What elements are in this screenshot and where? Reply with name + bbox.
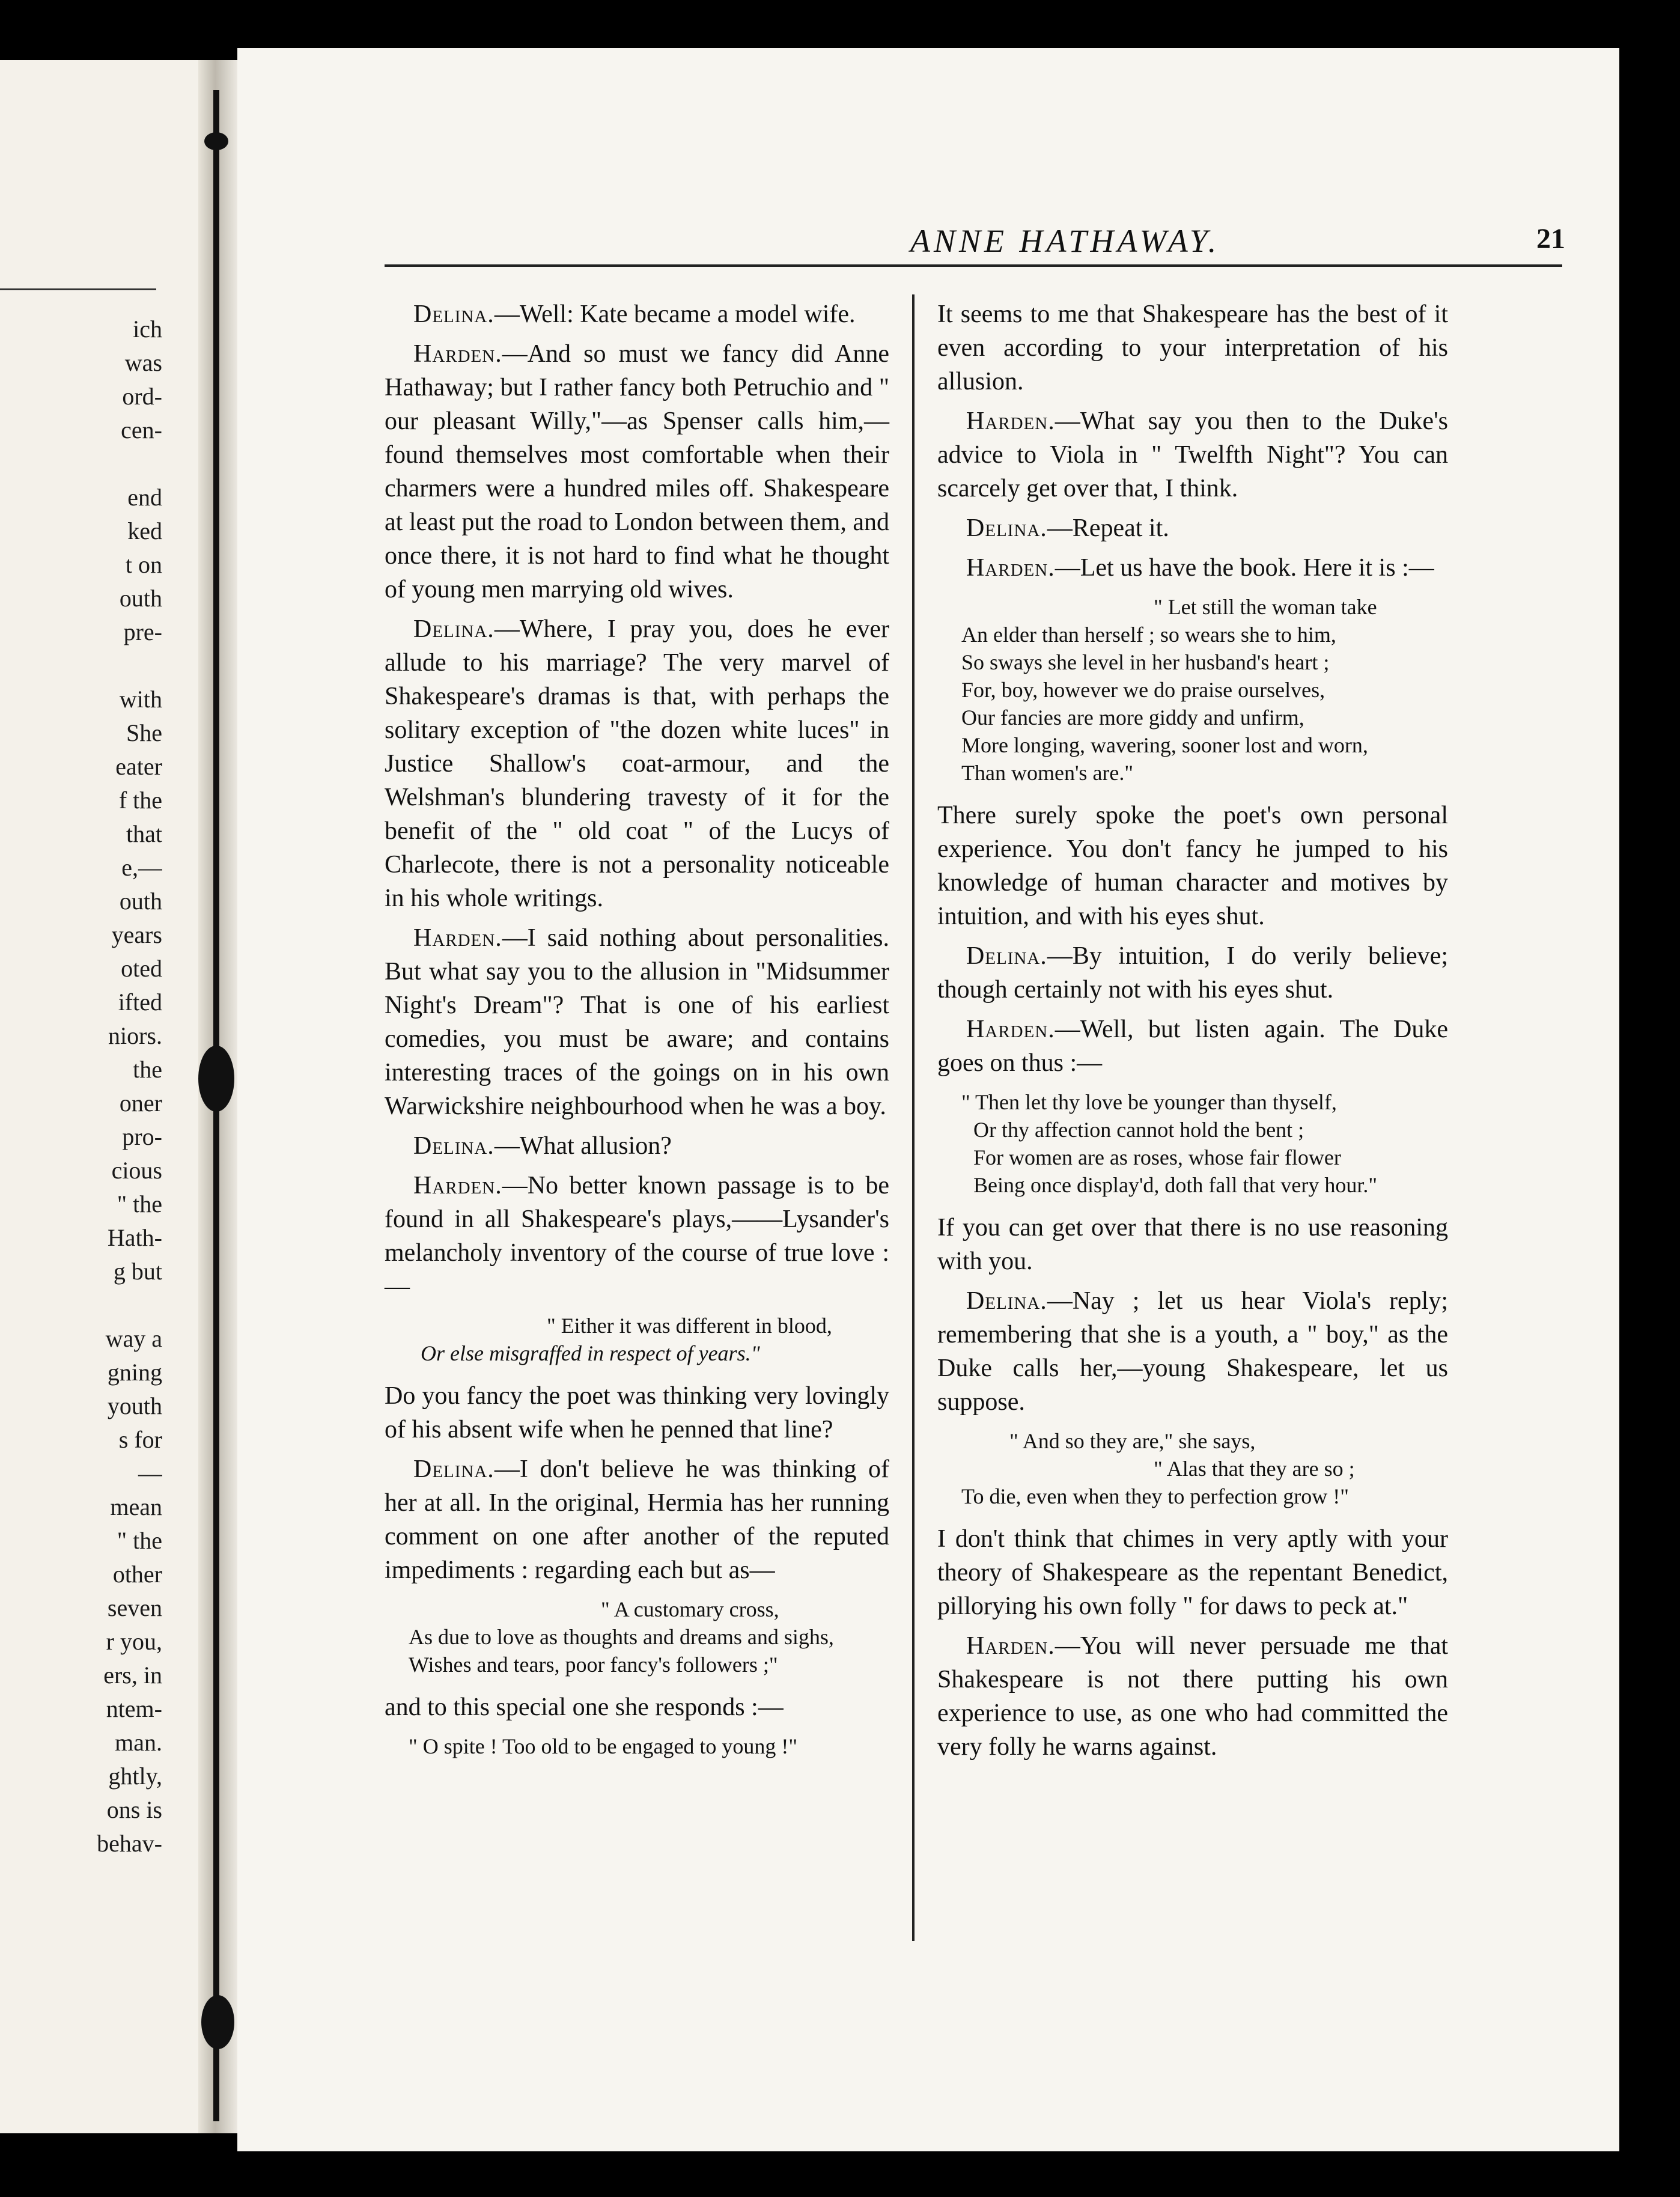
book-page [237, 48, 1619, 2151]
facing-page-fragment: " the [117, 1527, 162, 1554]
speaker-name: Delina. [413, 1132, 495, 1160]
running-title: ANNE HATHAWAY. [910, 223, 1220, 259]
facing-page-fragment: r you, [106, 1628, 162, 1655]
facing-page-fragment: t on [125, 551, 162, 578]
paragraph-text: —And so must we fancy did Anne Hathaway; but I rather fancy both Petruchio and " our pleasant Willy,"—as Spenser calls him,—found themselves most comfortable when their charmers were a hundred miles off. Shakespeare at least put the road to London between them, and once there, it is not hard to find what he thought of young men marrying old wives. [385, 340, 889, 603]
facing-page-fragment: ers, in [103, 1662, 162, 1689]
paragraph-text: —Let us have the book. Here it is :— [1055, 554, 1434, 582]
speaker-name: Delina. [966, 942, 1047, 970]
paragraph-text: —By intuition, I do verily believe; though certainly not with his eyes shut. [937, 942, 1448, 1004]
facing-page-fragment: oted [121, 955, 162, 982]
facing-page-rule [0, 288, 156, 290]
paragraph [385, 297, 889, 331]
paragraph-text: —What allusion? [494, 1132, 672, 1160]
verse-line: Our fancies are more giddy and unfirm, [961, 705, 1304, 730]
facing-page-fragment: man. [115, 1729, 162, 1756]
speaker-name: Delina. [413, 300, 495, 328]
facing-page-fragment: that [126, 820, 162, 847]
speaker-name: Delina. [413, 615, 495, 643]
facing-page-fragment: — [138, 1460, 162, 1487]
facing-page-fragment: mean [110, 1493, 162, 1520]
facing-page-fragment: cen- [121, 416, 162, 443]
paragraph [937, 1522, 1448, 1623]
paragraph [937, 1284, 1448, 1419]
paragraph [937, 1629, 1448, 1764]
facing-page-fragment: pro- [122, 1123, 162, 1150]
verse-quotation [937, 1427, 1448, 1510]
facing-page-fragment: f the [118, 787, 162, 814]
facing-page-fragment: ord- [122, 383, 162, 410]
paragraph [385, 1379, 889, 1446]
speaker-name: Harden. [413, 340, 502, 368]
speaker-name: Harden. [966, 1632, 1055, 1660]
verse-line: Or else misgraffed in respect of years." [421, 1341, 760, 1365]
paragraph-text: —No better known passage is to be found in all Shakespeare's plays,——Lysander's melancholy inventory of the course of true love :— [385, 1172, 889, 1300]
page-number: 21 [1536, 223, 1565, 255]
verse-line: For women are as roses, whose fair flower [973, 1145, 1341, 1169]
verse-line: " A customary cross, [601, 1597, 779, 1621]
paragraph [385, 612, 889, 915]
paragraph [385, 1129, 889, 1163]
facing-page-fragment: ked [127, 517, 162, 544]
verse-line: To die, even when they to perfection grow !" [961, 1484, 1349, 1508]
verse-line: " O spite ! Too old to be engaged to young !" [409, 1734, 798, 1758]
facing-page-fragment: s for [118, 1426, 162, 1453]
verse-line: So sways she level in her husband's heart ; [961, 650, 1330, 674]
binding-blot [204, 132, 228, 150]
facing-page-fragment: years [111, 921, 162, 948]
paragraph-text: —You will never persuade me that Shakespeare is not there putting his own experience to use, as one who had committed the very folly he warns against. [937, 1632, 1448, 1761]
facing-page-fragment: outh [119, 585, 162, 612]
facing-page-fragment: other [112, 1561, 162, 1588]
facing-page-fragment: was [124, 349, 162, 376]
verse-line: Wishes and tears, poor fancy's followers ;" [409, 1653, 778, 1677]
paragraph-text: —I said nothing about personalities. But what say you to the allusion in "Midsummer Night's Dream"? That is one of his earliest comedies, you must be aware; and contains interesting traces of the goings on in his own Warwickshire neighbourhood when he was a boy. [385, 924, 889, 1120]
paragraph-text: There surely spoke the poet's own personal experience. You don't fancy he jumped to his knowledge of human character and motives by intuition, and with his eyes shut. [937, 802, 1448, 930]
column-divider [912, 294, 915, 1941]
facing-page-fragment: with [119, 686, 162, 713]
facing-page-fragment: " the [117, 1190, 162, 1217]
verse-quotation [937, 1088, 1448, 1199]
verse-line: An elder than herself ; so wears she to him, [961, 623, 1336, 647]
verse-line: For, boy, however we do praise ourselves, [961, 678, 1325, 702]
paragraph-text: and to this special one she responds :— [385, 1693, 784, 1721]
paragraph-text: —Repeat it. [1047, 514, 1169, 542]
verse-quotation [937, 593, 1448, 787]
paragraph-text: It seems to me that Shakespeare has the best of it even according to your interpretation of his allusion. [937, 300, 1448, 395]
paragraph [385, 1690, 889, 1724]
paragraph [385, 1452, 889, 1587]
verse-line: Being once display'd, doth fall that very hour." [973, 1173, 1378, 1197]
right-column [937, 297, 1448, 1770]
paragraph-text: —Where, I pray you, does he ever allude to his marriage? The very marvel of Shakespeare's dramas is that, with perhaps the solitary exception of "the dozen white luces" in Justice Shallow's coat-armour, and the Welshman's blundering travesty of it for the benefit of the " old coat " of the Lucys of Charlecote, there is not a personality noticeable in his whole writings. [385, 615, 889, 912]
facing-page-fragment: cious [111, 1157, 162, 1184]
paragraph-text: —Nay ; let us hear Viola's reply; remembering that she is a youth, a " boy," as the Duke calls her,—young Shakespeare, let us suppose. [937, 1287, 1448, 1416]
speaker-name: Delina. [413, 1455, 495, 1483]
facing-page-fragment: oner [119, 1089, 162, 1117]
paragraph [937, 1211, 1448, 1278]
paragraph-text: I don't think that chimes in very aptly with your theory of Shakespeare as the repentant Benedict, pillorying his own folly " for daws to peck at." [937, 1525, 1448, 1620]
paragraph [385, 921, 889, 1123]
speaker-name: Harden. [966, 554, 1055, 582]
speaker-name: Harden. [966, 1016, 1055, 1043]
paragraph [937, 297, 1448, 398]
speaker-name: Harden. [413, 924, 502, 952]
facing-page-fragment: g but [113, 1258, 162, 1285]
facing-page-fragment: Hath- [107, 1224, 162, 1251]
facing-page-fragment: youth [107, 1392, 162, 1419]
speaker-name: Delina. [966, 1287, 1047, 1315]
binding-blot [201, 1995, 234, 2049]
facing-page-fragment: ifted [118, 989, 162, 1016]
facing-page-fragment: way a [105, 1325, 162, 1352]
facing-page-fragment: e,— [121, 854, 162, 881]
speaker-name: Harden. [966, 407, 1055, 435]
verse-quotation [385, 1312, 889, 1367]
paragraph [937, 799, 1448, 933]
verse-line: " And so they are," she says, [1009, 1429, 1256, 1453]
paragraph-text: If you can get over that there is no use reasoning with you. [937, 1214, 1448, 1275]
binding-blot [198, 1046, 234, 1112]
paragraph [937, 551, 1448, 585]
verse-line: " Alas that they are so ; [1154, 1457, 1355, 1481]
paragraph-text: —Well, but listen again. The Duke goes on thus :— [937, 1016, 1448, 1077]
verse-line: " Then let thy love be younger than thyself, [961, 1090, 1337, 1114]
facing-page-fragment: ntem- [106, 1695, 162, 1722]
paragraph [385, 337, 889, 606]
facing-page-fragment: end [127, 484, 162, 511]
paragraph [937, 939, 1448, 1007]
paragraph-text: —I don't believe he was thinking of her at all. In the original, Hermia has her running comment on one after another of the reputed impediments : regarding each but as— [385, 1455, 889, 1584]
facing-page-fragment: pre- [123, 618, 162, 645]
verse-line: Or thy affection cannot hold the bent ; [973, 1118, 1304, 1142]
facing-page-fragment: outh [119, 888, 162, 915]
speaker-name: Harden. [413, 1172, 502, 1199]
running-head [388, 222, 1619, 282]
facing-page-fragment: seven [107, 1594, 162, 1621]
facing-page-fragment: the [133, 1056, 162, 1083]
paragraph [937, 1013, 1448, 1080]
paragraph-text: —What say you then to the Duke's advice to Viola in " Twelfth Night"? You can scarcely get over that, I think. [937, 407, 1448, 502]
verse-quotation [385, 1732, 889, 1760]
facing-page-edge [0, 60, 219, 2133]
paragraph-text: —Well: Kate became a model wife. [494, 300, 856, 328]
verse-line: As due to love as thoughts and dreams and sighs, [409, 1625, 834, 1649]
verse-quotation [385, 1595, 889, 1678]
facing-page-fragment: ons is [106, 1796, 162, 1823]
facing-page-fragment: behav- [97, 1830, 162, 1857]
left-column [385, 297, 889, 1772]
facing-page-fragment: niors. [108, 1022, 162, 1049]
header-rule [385, 264, 1562, 267]
paragraph [385, 1169, 889, 1303]
paragraph [937, 404, 1448, 505]
speaker-name: Delina. [966, 514, 1047, 542]
facing-page-fragment: ich [133, 315, 162, 343]
facing-page-fragment: She [126, 719, 162, 746]
paragraph-text: Do you fancy the poet was thinking very lovingly of his absent wife when he penned that line? [385, 1382, 889, 1443]
facing-page-fragment: gning [107, 1359, 162, 1386]
paragraph [937, 511, 1448, 545]
verse-line: More longing, wavering, sooner lost and worn, [961, 733, 1368, 757]
facing-page-fragment: ghtly, [108, 1763, 162, 1790]
verse-line: " Either it was different in blood, [547, 1314, 832, 1338]
verse-line: " Let still the woman take [1154, 595, 1377, 619]
verse-line: Than women's are." [961, 761, 1134, 785]
facing-page-fragment: eater [115, 753, 162, 780]
